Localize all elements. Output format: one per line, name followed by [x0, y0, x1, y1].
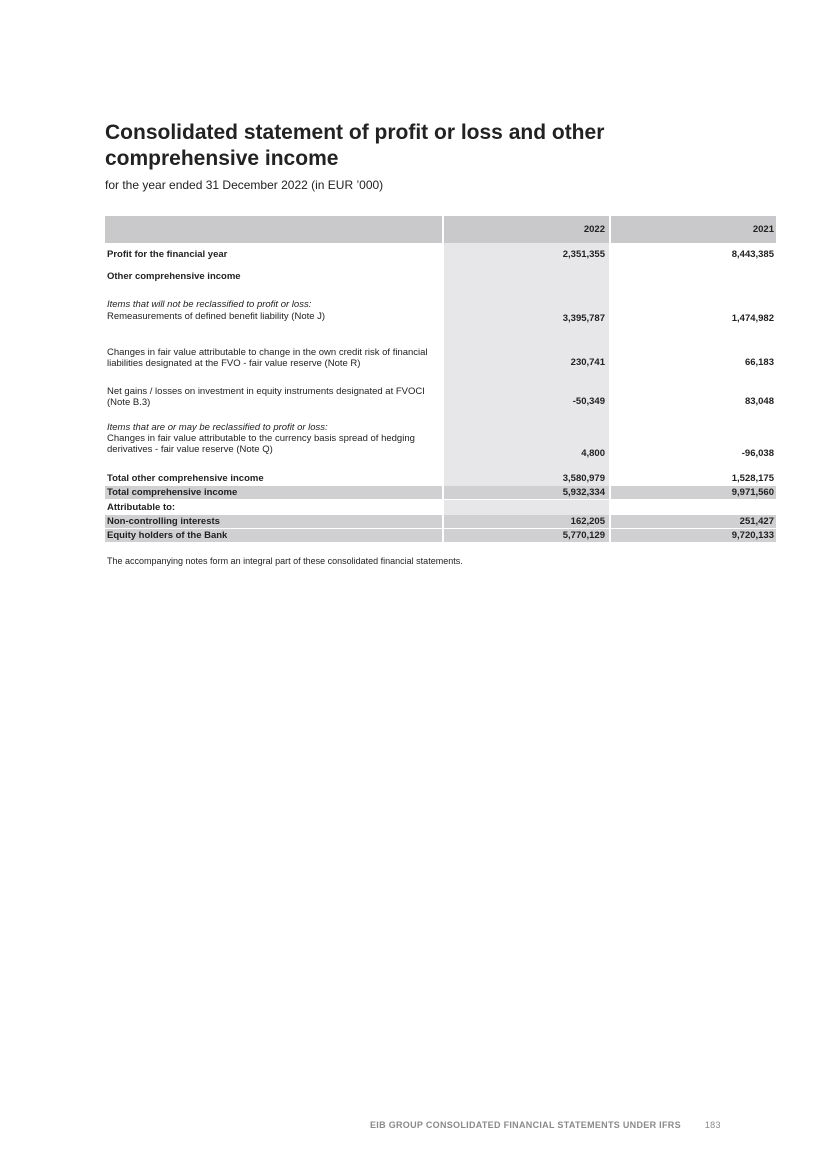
value-2022: 3,580,979 — [444, 471, 609, 486]
value-2022: 5,770,129 — [444, 529, 609, 542]
value-2022: 5,932,334 — [444, 486, 609, 499]
table-row — [105, 291, 776, 339]
value-2021: 8,443,385 — [731, 249, 774, 260]
table-row — [105, 529, 776, 542]
value-2022: 230,741 — [444, 339, 609, 378]
value-2021: 83,048 — [744, 396, 774, 407]
value-2022: 162,205 — [444, 515, 609, 528]
row-label: Equity holders of the Bank — [105, 529, 442, 542]
table-row — [105, 471, 776, 486]
page-number: 183 — [704, 1120, 721, 1130]
value-2021: 9,720,133 — [611, 529, 776, 542]
row-label: Total comprehensive income — [105, 486, 442, 499]
subsection-heading: Items that are or may be reclassified to profit or loss: — [107, 422, 328, 433]
column-header-2022: 2022 — [444, 216, 609, 243]
row-label: Changes in fair value attributable to the currency basis spread of hedging derivatives - fair value reserve (Note Q) — [107, 433, 415, 455]
table-row — [105, 500, 776, 515]
value-2022: 2,351,355 — [444, 243, 609, 271]
table-row — [105, 486, 776, 499]
row-label: Total other comprehensive income — [107, 473, 264, 484]
table-row — [105, 378, 776, 416]
table-row — [105, 339, 776, 378]
value-2021: 9,971,560 — [611, 486, 776, 499]
table-row — [105, 515, 776, 528]
value-2022: 3,395,787 — [444, 291, 609, 339]
table-row — [105, 416, 776, 471]
table-header-row — [105, 216, 776, 243]
table-row — [105, 243, 776, 271]
value-2022: -50,349 — [444, 378, 609, 416]
row-label: Non-controlling interests — [105, 515, 442, 528]
footnote: The accompanying notes form an integral part of these consolidated financial statements. — [107, 556, 463, 566]
table-row — [105, 271, 776, 291]
page-title: Consolidated statement of profit or loss and other comprehensive income — [105, 121, 605, 170]
value-2022: 4,800 — [444, 416, 609, 471]
value-2021: 1,474,982 — [731, 313, 774, 324]
value-2021: 66,183 — [744, 357, 774, 368]
footer-title: EIB GROUP CONSOLIDATED FINANCIAL STATEMENTS UNDER IFRS — [370, 1120, 681, 1130]
section-heading: Other comprehensive income — [107, 271, 241, 282]
row-label: Net gains / losses on investment in equity instruments designated at FVOCI (Note B.3) — [107, 386, 425, 408]
page-subtitle: for the year ended 31 December 2022 (in EUR ’000) — [105, 178, 384, 192]
value-2021: 1,528,175 — [731, 473, 774, 484]
income-statement-table — [105, 216, 776, 542]
section-heading: Attributable to: — [107, 502, 176, 513]
column-header-2021: 2021 — [611, 216, 776, 243]
header-label-cell — [105, 216, 442, 243]
value-2021: -96,038 — [741, 448, 774, 459]
page-footer — [370, 1120, 721, 1130]
row-label: Changes in fair value attributable to change in the own credit risk of financial liabilities designated at the FVO - fair value reserve (Note R) — [107, 347, 428, 369]
subsection-heading: Items that will not be reclassified to profit or loss: — [107, 299, 312, 310]
row-label: Remeasurements of defined benefit liability (Note J) — [107, 311, 326, 322]
value-2021: 251,427 — [611, 515, 776, 528]
row-label: Profit for the financial year — [107, 249, 228, 260]
